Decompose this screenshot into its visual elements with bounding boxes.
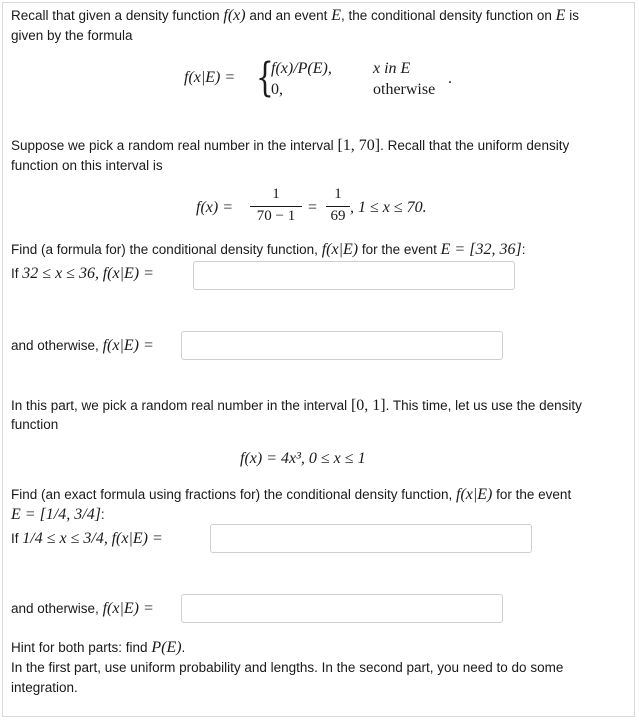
part2-density: f(x) = 4x³, 0 ≤ x ≤ 1 <box>240 450 366 467</box>
piecewise-case1-cond: x in E <box>373 60 411 77</box>
part1-line-1: Suppose we pick a random real number in the interval [1, 70]. Recall that the uniform density <box>11 137 570 154</box>
part1-find-line: Find (a formula for) the conditional density function, f(x|E) for the event E = [32, 36]: <box>11 241 526 258</box>
piecewise-end: . <box>448 70 452 87</box>
part2-line-1: In this part, we pick a random real number in the interval [0, 1]. This time, let us use the density <box>11 397 582 414</box>
answer4-input[interactable] <box>181 594 503 623</box>
piecewise-case2-cond: otherwise <box>373 81 436 98</box>
intro-line-1: Recall that given a density function f(x) and an event E, the conditional density function on E is <box>11 7 579 24</box>
hint-line-1: Hint for both parts: find P(E). <box>11 639 186 656</box>
part1-if-line: If 32 ≤ x ≤ 36, f(x|E) = <box>11 265 154 282</box>
part2-event-line: E = [1/4, 3/4]: <box>11 506 105 523</box>
uniform-range: , 1 ≤ x ≤ 70. <box>350 199 427 216</box>
hint-line-2: In the first part, use uniform probability and lengths. In the second part, you need to do some <box>11 660 564 675</box>
part2-event: E = [1/4, 3/4] <box>11 506 101 523</box>
frac1-line <box>250 206 302 207</box>
answer3-input[interactable] <box>210 524 532 553</box>
frac2-line <box>326 206 350 207</box>
part2-if-line: If 1/4 ≤ x ≤ 3/4, f(x|E) = <box>11 530 163 547</box>
equals-sign: = <box>308 199 318 216</box>
part1-otherwise-line: and otherwise, f(x|E) = <box>11 337 154 354</box>
part2-interval: [0, 1] <box>350 397 386 414</box>
piecewise-lhs: f(x|E) = <box>184 69 236 86</box>
part1-event: E = [32, 36] <box>440 241 522 258</box>
part2-otherwise-line: and otherwise, f(x|E) = <box>11 600 154 617</box>
piecewise-case1-expr: f(x)/P(E), <box>271 60 332 77</box>
answer2-input[interactable] <box>181 331 503 360</box>
uniform-lhs: f(x) = <box>196 199 233 216</box>
hint-line-3: integration. <box>11 680 78 695</box>
piecewise-brace: { <box>256 55 274 101</box>
part1-interval: [1, 70] <box>337 137 381 154</box>
frac2-denominator: 69 <box>330 208 346 224</box>
math-fx: f(x) <box>223 7 246 24</box>
part2-find-line: Find (an exact formula using fractions for) the conditional density function, f(x|E) for the event <box>11 486 572 503</box>
part1-line-2: function on this interval is <box>11 158 163 173</box>
intro-line-2: given by the formula <box>11 28 133 43</box>
frac2-numerator: 1 <box>334 186 342 202</box>
frac1-numerator: 1 <box>272 186 280 202</box>
part2-line-2: function <box>11 417 59 432</box>
frac1-denominator: 70 − 1 <box>256 208 296 224</box>
piecewise-case2-expr: 0, <box>271 81 283 98</box>
answer1-input[interactable] <box>193 261 515 290</box>
